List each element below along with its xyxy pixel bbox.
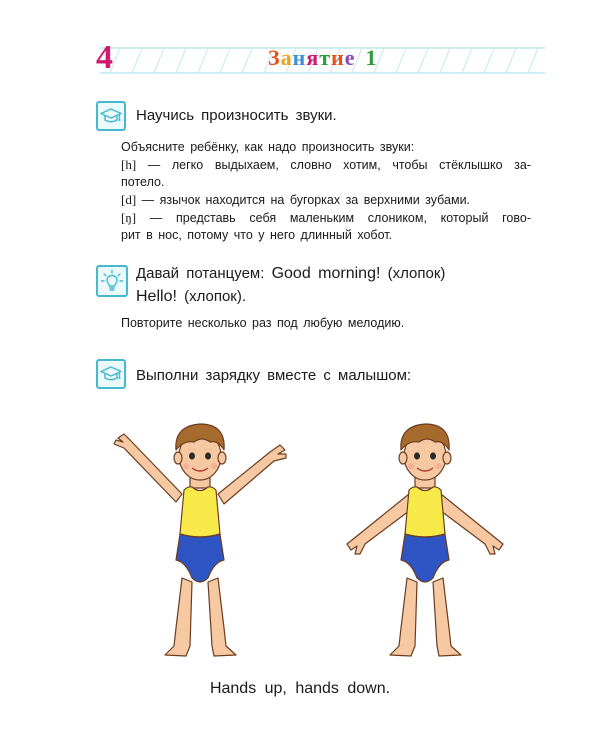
dance-line-1	[136, 263, 445, 285]
lesson-letter: я	[306, 45, 320, 70]
sound-ng: [ŋ]	[121, 210, 137, 225]
section3-title: Выполни зарядку вместе с малышом:	[136, 367, 412, 384]
boy-hands-down-illustration	[335, 410, 515, 665]
lesson-word	[268, 45, 355, 70]
graduation-cap-icon	[96, 359, 126, 389]
lesson-letter: и	[331, 45, 345, 70]
section1-body	[121, 139, 531, 244]
lesson-letter: а	[280, 45, 293, 70]
lesson-letter: т	[319, 45, 332, 70]
lesson-letter: н	[292, 45, 307, 70]
lesson-number: 1	[365, 45, 378, 70]
graduation-cap-icon	[96, 101, 126, 131]
section1-intro: Объясните ребёнку, как надо произносить звуки:	[121, 140, 415, 154]
lightbulb-icon	[96, 265, 128, 297]
boy-hands-up-illustration	[110, 410, 290, 665]
dance-line-2	[136, 286, 246, 308]
h-text-1: — легко выдыхаем, словно хотим, чтобы стёклышко за-	[136, 158, 531, 172]
page-number: 4	[96, 39, 113, 76]
ng-text-1: — представь себя маленьким слоником, который гово-	[136, 211, 531, 225]
dance-lead: Давай потанцуем:	[136, 265, 272, 282]
h-text-2: потело.	[121, 175, 165, 189]
exercise-caption: Hands up, hands down.	[209, 680, 391, 697]
section2-note: Повторите несколько раз под любую мелодию.	[121, 316, 405, 330]
lesson-letter: е	[344, 45, 356, 70]
clap-2: (хлопок).	[176, 288, 247, 305]
sound-h: [h]	[121, 157, 137, 172]
lesson-letter: З	[268, 45, 281, 70]
ng-text-2: рит в нос, потому что у него длинный хобот.	[121, 228, 393, 242]
phrase-good-morning: Good morning!	[271, 265, 381, 282]
sound-d: [d]	[121, 192, 137, 207]
section1-title: Научись произносить звуки.	[136, 107, 337, 124]
lesson-title	[268, 44, 377, 72]
d-text: — язычок находится на бугорках за верхними зубами.	[136, 193, 471, 207]
phrase-hello: Hello!	[136, 288, 177, 305]
clap-1: (хлопок)	[380, 265, 446, 282]
